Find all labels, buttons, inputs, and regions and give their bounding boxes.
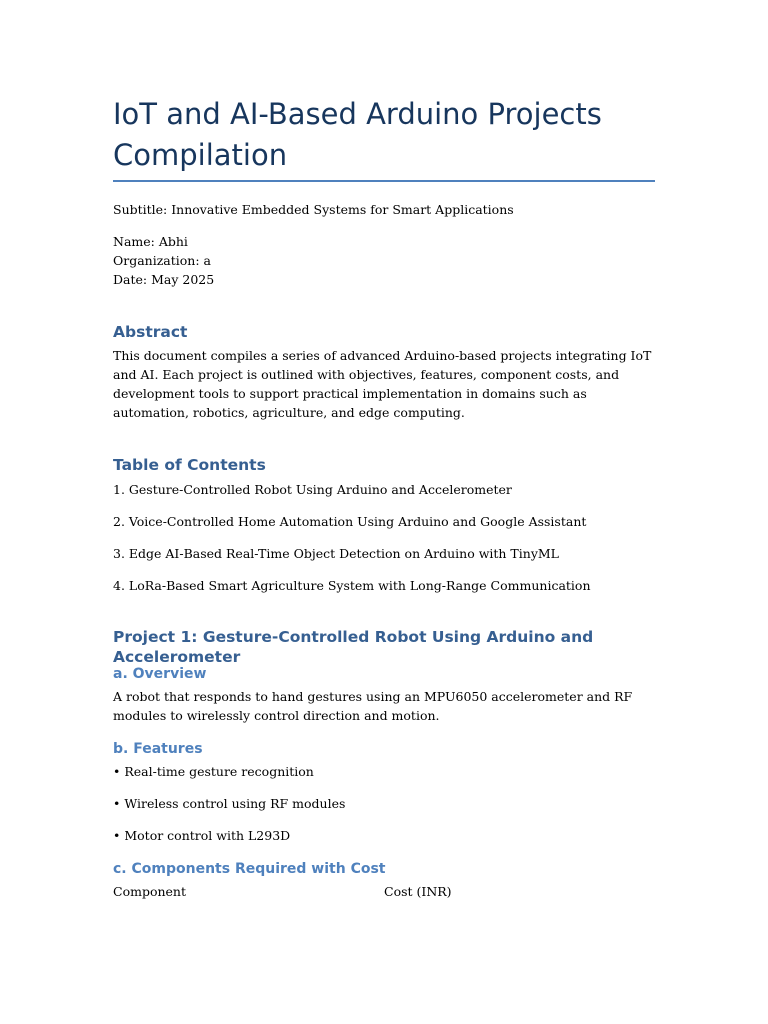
table-header-component: Component: [113, 884, 186, 899]
toc-item: 3. Edge AI-Based Real-Time Object Detection on Arduino with TinyML: [113, 546, 559, 561]
components-table-header: [113, 882, 655, 901]
feature-item: • Real-time gesture recognition: [113, 764, 314, 779]
features-heading: b. Features: [113, 741, 203, 757]
abstract-heading: Abstract: [113, 323, 188, 341]
feature-item: • Wireless control using RF modules: [113, 796, 346, 811]
organization: Organization: a: [113, 253, 211, 268]
overview-heading: a. Overview: [113, 666, 207, 682]
document-title: IoT and AI-Based Arduino Projects Compilation: [113, 97, 602, 172]
subtitle: Subtitle: Innovative Embedded Systems for Smart Applications: [113, 202, 514, 217]
overview-text: A robot that responds to hand gestures using an MPU6050 accelerometer and RF modules to wirelessly control direction and motion.: [113, 689, 633, 723]
components-heading: c. Components Required with Cost: [113, 861, 386, 877]
toc-item: 1. Gesture-Controlled Robot Using Arduino and Accelerometer: [113, 482, 512, 497]
author-name: Name: Abhi: [113, 234, 188, 249]
toc-heading: Table of Contents: [113, 456, 266, 474]
toc-item: 2. Voice-Controlled Home Automation Using Arduino and Google Assistant: [113, 514, 587, 529]
title-underline: [113, 180, 655, 182]
table-header-cost: Cost (INR): [384, 884, 452, 899]
project1-heading: Project 1: Gesture-Controlled Robot Using Arduino and Accelerometer: [113, 628, 594, 666]
feature-item: • Motor control with L293D: [113, 828, 291, 843]
toc-item: 4. LoRa-Based Smart Agriculture System with Long-Range Communication: [113, 578, 591, 593]
date: Date: May 2025: [113, 272, 215, 287]
abstract-text: This document compiles a series of advanced Arduino-based projects integrating IoT and AI. Each project is outlined with objectives, features, component costs, and development tools to support practical implementation in domains such as automation, robotics, agriculture, and edge computing.: [113, 348, 652, 420]
